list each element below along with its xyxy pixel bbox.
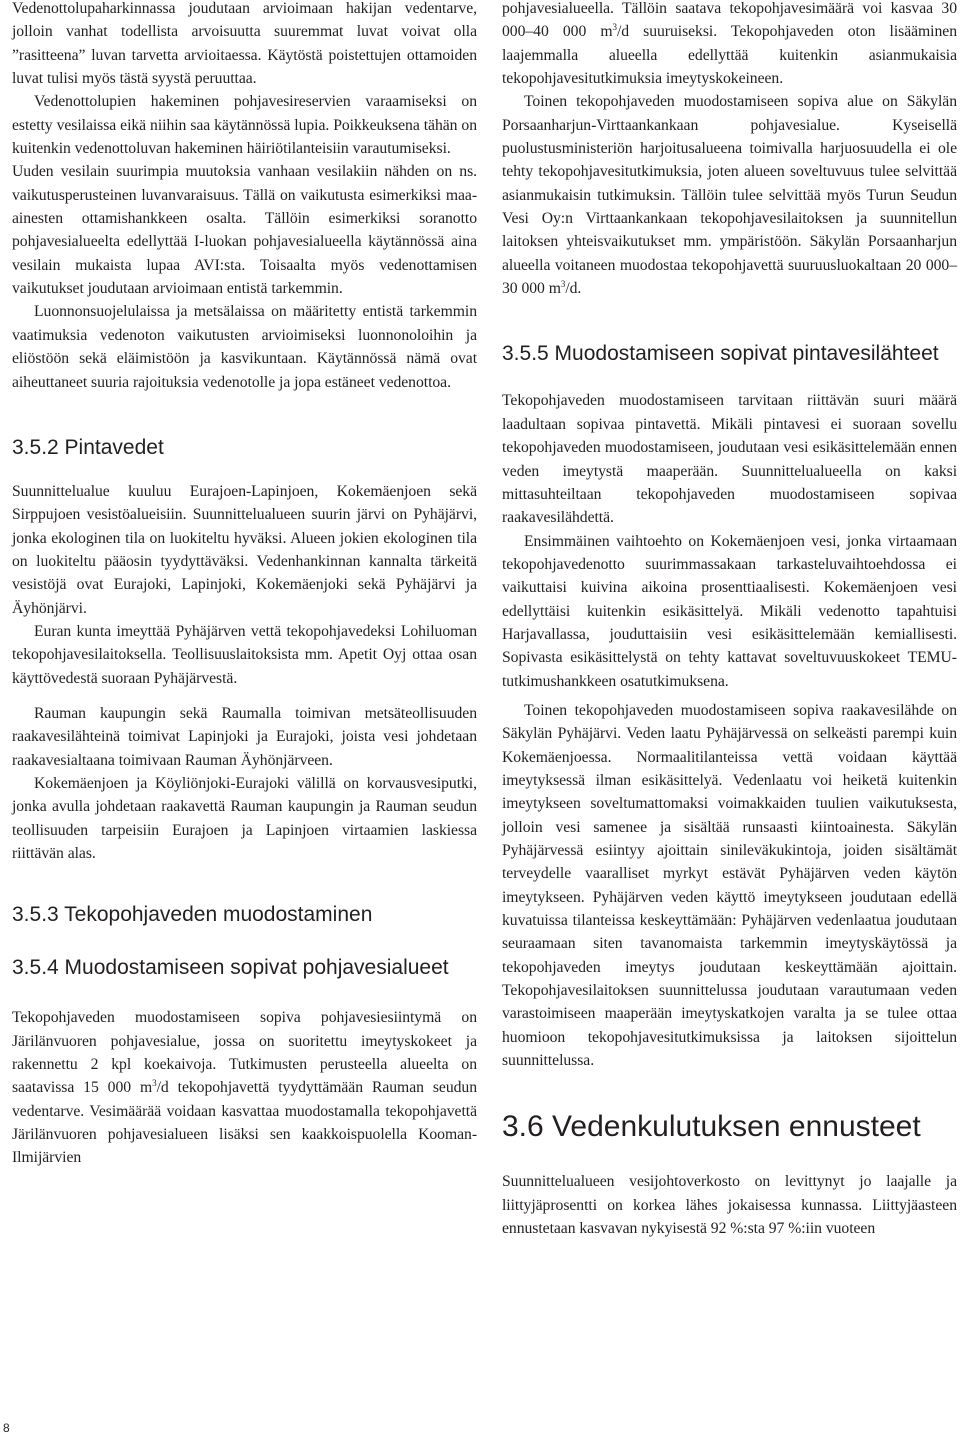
right-column <box>502 0 957 1240</box>
paragraph: Tekopohjaveden muodostamiseen sopiva pohjavesiesiintymä on Järilänvuoren pohjavesialue, jossa on suoritettu imeytyskokeet ja rakennettu 2 kpl koekaivoja. Tutkimusten perusteella alueelta on saatavissa 15 000 $m^3/d$ tekopohjavettä tyydyttämään Rauman seudun vedentarve. Vesimäärää voidaan kasvattaa muodostamalla tekopohjavettä Järilänvuoren pohjavesialueen lisäksi sen kaakkoispuolella Kooman-Ilmijärvien <box>12 1009 477 1167</box>
paragraph: Toinen tekopohjaveden muodostamiseen sopiva alue on Säkylän Porsaanharjun-Virttaankankaan pohjavesialue. Kyseisellä puolustusministeriön harjoitusalueena toimivalla harjuosuudella ei ole tehty tekopohjavesitutkimuksia, joten alueen soveltuvuus tulee selvittää asianmukaisin tutkimuksin. Tällöin tulee selvittää myös Turun Seudun Vesi Oy:n Virttaankankaan tekopohjavesilaitoksen ja suunnitellun laitoksen yhteisvaikutukset mm. ympäristöön. Säkylän Porsaanharjun alueella voitaneen muodostaa tekopohjavettä suuruusluokaltaan 20 000– 30 000 $m^3/d$. <box>502 93 957 298</box>
page-number: 8 <box>3 1421 10 1435</box>
section-heading: 3.5.3 Tekopohjaveden muodostaminen <box>12 903 373 927</box>
paragraph: Vedenottolupaharkinnassa joudutaan arvioimaan hakijan vedentarve, jolloin vanhat todellista arvoisuutta suuremmat luvat voivat olla ”rasitteena” luvan tarvetta arvioitaessa. Käytöstä poistettujen ottamoiden luvat tulisi myös tästä syystä peruuttaa. <box>12 0 477 88</box>
section-heading: 3.5.4 Muodostamiseen sopivat pohjavesialueet <box>12 956 449 980</box>
paragraph: Vedenottolupien hakeminen pohjavesireservien varaamiseksi on estetty vesilaissa eikä niihin saa käytännössä lupia. Poikkeuksena tähän on kuitenkin vedenottoluvan hakeminen häiriötilanteisiin varautumiseksi. <box>12 93 477 158</box>
paragraph: Kokemäenjoen ja Köyliönjoki-Eurajoki välillä on korvausvesiputki, jonka avulla johdetaan raakavettä Rauman kaupungin ja Rauman seudun teollisuuden tarpeisiin Eurajoen ja Lapinjoen virtaamien laskiessa riittävän alas. <box>12 774 477 862</box>
paragraph: Suunnittelualueen vesijohtoverkosto on levittynyt jo laajalle ja liittyjäprosentti on korkea lähes jokaisessa kunnassa. Liittyjäasteen ennustetaan kasvavan nykyisestä 92 %:sta 97 %:iin vuoteen <box>502 1173 957 1238</box>
paragraph: Ensimmäinen vaihtoehto on Kokemäenjoen vesi, jonka virtaamaan tekopohjavedenotto suurimmassakaan tarkasteluvaihtoehdossa ei vaikuttaisi kuivina aikoina prosenttiaalisesti. Kokemäenjoen vesi edellyttäisi kuitenkin esikäsittelyä. Mikäli vedenotto tapahtuisi Harjavallassa, jouduttaisiin vesi esikäsittelemään kemiallisesti. Sopivasta esikäsittelystä on tehty kattavat soveltuvuuskokeet TEMU-tutkimushankkeen osatutkimuksena. <box>502 532 957 690</box>
paragraph: Euran kunta imeyttää Pyhäjärven vettä tekopohjavedeksi Lohiluoman tekopohjavesilaitoksella. Teollisuuslaitoksista mm. Apetit Oyj ottaa osan käyttövedestä suoraan Pyhäjärvestä. <box>12 622 477 687</box>
section-heading: 3.5.2 Pintavedet <box>12 435 164 459</box>
paragraph: Tekopohjaveden muodostamiseen tarvitaan riittävän suuri määrä laadultaan sopivaa pintavettä. Mikäli pintavesi ei suoraan sovellu tekopohjaveden muodostamiseen, joudutaan vesi esikäsittelemään ennen veden imeytystä maaperään. Suunnittelualueella on kaksi mittasuhteiltaan tekopohjaveden muodostamiseen sopivaa raakavesilähdettä. <box>502 392 957 527</box>
left-column <box>12 0 477 1170</box>
section-heading: 3.5.5 Muodostamiseen sopivat pintavesilähteet <box>502 342 939 366</box>
paragraph: Toinen tekopohjaveden muodostamiseen sopiva raakavesilähde on Säkylän Pyhäjärvi. Veden laatu Pyhäjärvessä on selkeästi parempi kuin Kokemäenjoessa. Normaalitilanteissa vettä voidaan käyttää imeytyksessä ilman esikäsittelyä. Vedenlaatu voi heiketä kuitenkin imeytykseen soveltumattomaksi voimakkaiden tuulien vaikutuksesta, jolloin vesi samenee ja sisältää runsaasti kiintoainesta. Säkylän Pyhäjärvessä esiintyy ajoittain sinileväkukintoja, joiden sisältämät terveydelle vaaralliset myrkyt estävät Pyhäjärven veden käytön imeytykseen. Pyhäjärven veden käyttö imeytykseen joudutaan edellä kuvatuissa tilanteissa keskeyttämään: Pyhäjärven vedenlaatua joudutaan seuraamaan siten tavanomaista tarkemmin imeytyskäytössä ja tekopohjaveden imeytys joudutaan keskeyttämään ajoittain. Tekopohjavesilaitoksen suunnittelussa joudutaan varautumaan veden varastoimiseen maaperään imeytyskatkojen varalta ja se tulee ottaa huomioon tekopohjavesitutkimuksissa ja laitoksen sijoittelun suunnittelussa. <box>502 701 957 1070</box>
paragraph: Suunnittelualue kuuluu Eurajoen-Lapinjoen, Kokemäenjoen sekä Sirppujoen vesistöalueisiin. Suunnittelualueen suurin järvi on Pyhäjärvi, jonka ekologinen tila on luokiteltu hyväksi. Alueen jokien ekologinen tila on luokiteltu pääosin tyydyttäväksi. Vedenhankinnan kannalta tärkeitä vesistöjä ovat Eurajoki, Lapinjoki, Kokemäenjoki sekä Pyhäjärvi ja Äyhönjärvi. <box>12 482 477 617</box>
paragraph: Uuden vesilain suurimpia muutoksia vanhaan vesilakiin nähden on ns. vaikutusperusteinen luvanvaraisuus. Tällä on vaikutusta esimerkiksi maa-ainesten ottamishankkeen osalta. Tällöin esimerkiksi soranotto pohjavesialueelta edellyttää I-luokan pohjavesialueella käytännössä aina vesilain mukaista lupaa AVI:sta. Toisaalta myös vedenottamisen vaikutukset joudutaan arvioimaan entistä tarkemmin. <box>12 163 477 298</box>
paragraph: pohjavesialueella. Tällöin saatava tekopohjavesimäärä voi kasvaa 30 000–40 000 $m^3/d$ suuruiseksi. Tekopohjaveden oton lisääminen laajemmalla alueella edellyttää kuitenkin asianmukaisia tekopohjavesitutkimuksia imeytyskokeineen. <box>502 0 957 88</box>
paragraph: Luonnonsuojelulaissa ja metsälaissa on määritetty entistä tarkemmin vaatimuksia vedenoton vaikutusten arvioimiseksi luonnonoloihin ja eliöstöön sekä eläimistöön ja kasvikuntaan. Käytännössä nämä ovat aiheuttaneet suuria rajoituksia vedenotolle ja jopa estäneet vedenottoa. <box>12 303 477 391</box>
paragraph: Rauman kaupungin sekä Raumalla toimivan metsäteollisuuden raakavesilähteinä toimivat Lapinjoki ja Eurajoki, joista vesi johdetaan raakavesialtaana toimivaan Rauman Äyhönjärveen. <box>12 704 477 769</box>
section-heading: 3.6 Vedenkulutuksen ennusteet <box>502 1110 921 1144</box>
